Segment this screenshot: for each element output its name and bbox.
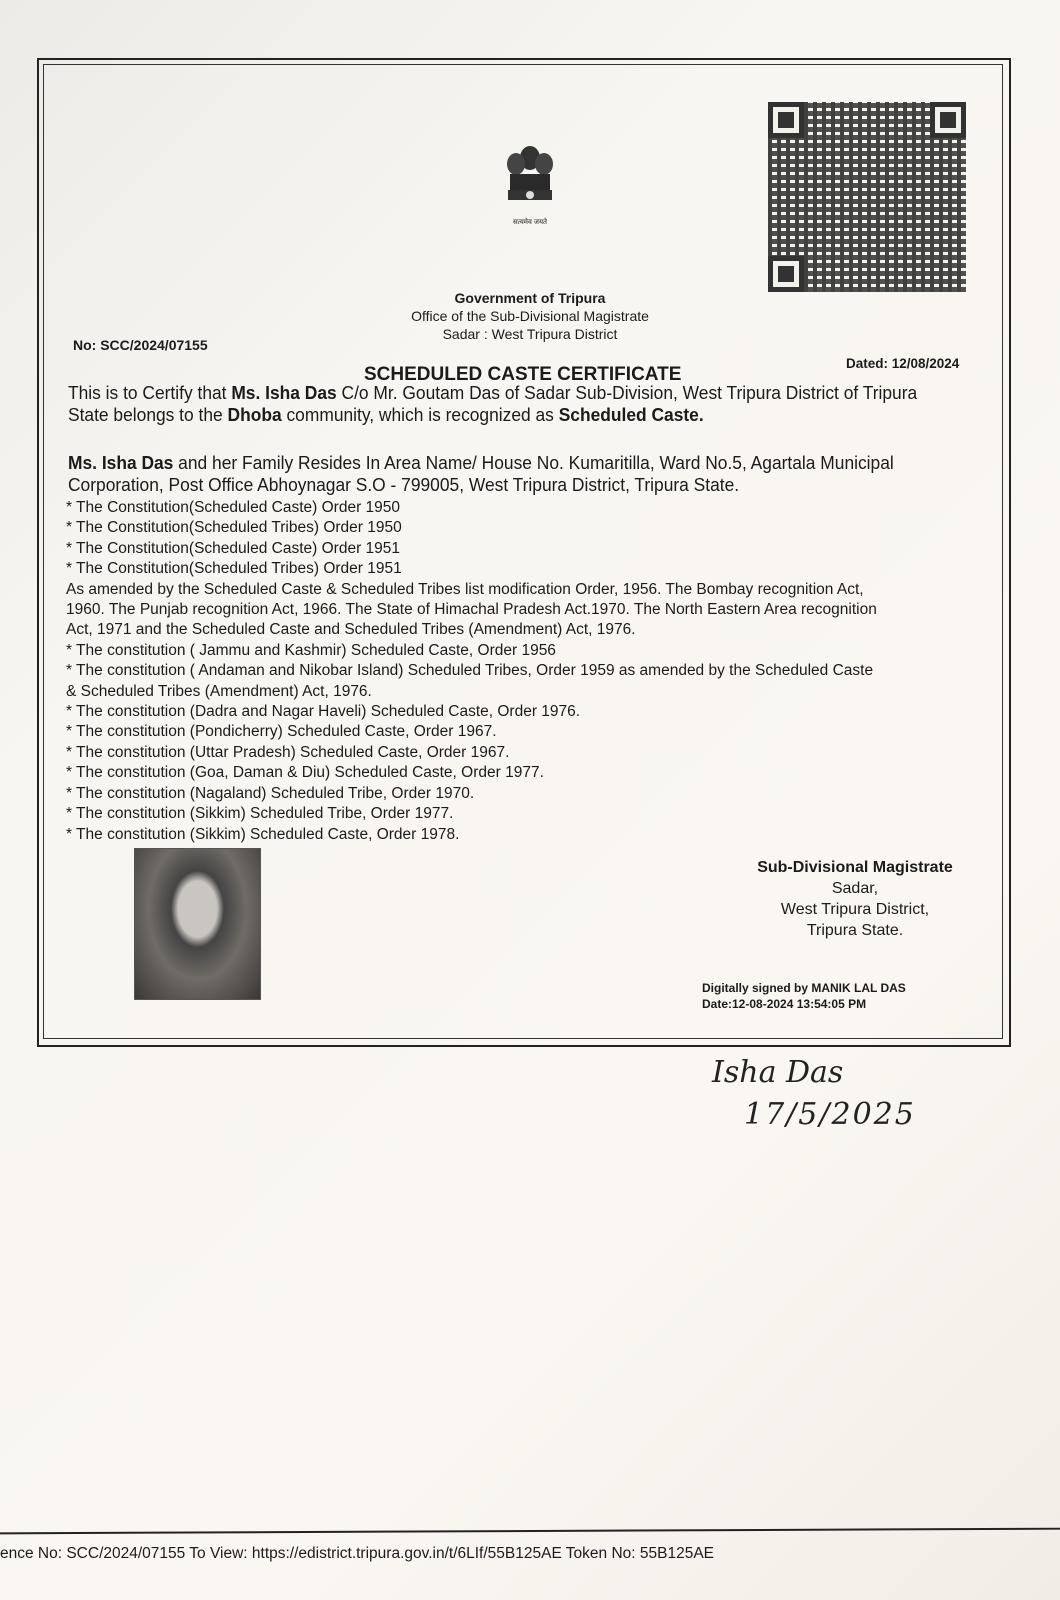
government-heading: Government of Tripura (454, 290, 606, 306)
order-line: * The Constitution(Scheduled Caste) Order 1950 (66, 499, 401, 516)
district-heading: Sadar : West Tripura District (442, 326, 618, 342)
order-line: * The constitution ( Andaman and Nikobar Island) Scheduled Tribes, Order 1959 as amended by the Scheduled Caste (66, 662, 874, 680)
certificate-date: Dated: 12/08/2024 (846, 356, 960, 371)
digital-sign-name: Digitally signed by MANIK LAL DAS (702, 981, 906, 995)
order-line: * The constitution (Pondicherry) Scheduled Caste, Order 1967. (66, 723, 497, 741)
digital-signature (702, 980, 906, 1012)
orders-list (66, 498, 996, 845)
address-text: and her Family Resides In Area Name/ House No. Kumaritilla, Ward No.5, Agartala Municipal Corporation, Post Office Abhoynagar S.O - 799005, West Tripura District, Tripura State. (68, 452, 894, 495)
residence-paragraph (68, 452, 933, 496)
certificate-title: SCHEDULED CASTE CERTIFICATE (364, 364, 682, 385)
handwritten-name: Isha Das (712, 1055, 844, 1090)
signatory-line: Sadar, (831, 880, 879, 897)
signatory-block (740, 857, 970, 941)
order-line: & Scheduled Tribes (Amendment) Act, 1976. (66, 682, 372, 700)
handwritten-date: 17/5/2025 (744, 1097, 916, 1132)
community: Dhoba (227, 404, 282, 425)
order-line: * The constitution (Uttar Pradesh) Scheduled Caste, Order 1967. (66, 743, 510, 761)
order-line: * The constitution (Sikkim) Scheduled Caste, Order 1978. (66, 825, 460, 843)
text: This is to Certify that (68, 382, 232, 403)
order-line: As amended by the Scheduled Caste & Scheduled Tribes list modification Order, 1956. The Bombay recognition Act, (66, 580, 864, 598)
order-line: * The constitution ( Jammu and Kashmir) Scheduled Caste, Order 1956 (66, 641, 556, 659)
emblem-caption: सत्यमेव जयते (512, 219, 548, 226)
certificate-number: No: SCC/2024/07155 (73, 337, 208, 353)
verification-footer: ence No: SCC/2024/07155 To View: https://edistrict.tripura.gov.in/t/6LIf/55B125AE Token No: 55B125AE (0, 1545, 715, 1562)
order-line: * The Constitution(Scheduled Caste) Order 1951 (66, 539, 401, 557)
order-line: * The constitution (Dadra and Nagar Haveli) Scheduled Caste, Order 1976. (66, 703, 581, 721)
signatory-line: West Tripura District, (780, 901, 930, 918)
order-line: * The Constitution(Scheduled Tribes) Order 1951 (66, 560, 402, 578)
office-heading: Office of the Sub-Divisional Magistrate (411, 308, 649, 324)
order-line: 1960. The Punjab recognition Act, 1966. The State of Himachal Pradesh Act.1970. The North Eastern Area recognition (66, 601, 877, 619)
holder-name: Ms. Isha Das (231, 382, 337, 403)
order-line: * The constitution (Sikkim) Scheduled Tribe, Order 1977. (66, 805, 454, 823)
national-emblem-icon (500, 140, 560, 225)
order-line: Act, 1971 and the Scheduled Caste and Scheduled Tribes (Amendment) Act, 1976. (66, 621, 636, 639)
text: community, which is recognized as (281, 404, 559, 425)
signatory-line: Tripura State. (806, 922, 904, 939)
order-line: * The constitution (Goa, Daman & Diu) Scheduled Caste, Order 1977. (66, 764, 544, 782)
qr-code[interactable] (768, 102, 966, 292)
order-line: * The Constitution(Scheduled Tribes) Order 1950 (66, 519, 402, 537)
certify-paragraph (68, 382, 933, 426)
holder-photo (134, 848, 261, 1000)
holder-name: Ms. Isha Das (68, 452, 174, 473)
text: C/o Mr. Goutam Das of Sadar Sub-Division, West Tripura District of Tripura State belongs to the (68, 382, 918, 425)
handwritten-signature (712, 1052, 916, 1136)
signatory-title: Sub-Divisional Magistrate (757, 859, 953, 876)
order-line: * The constitution (Nagaland) Scheduled Tribe, Order 1970. (66, 784, 475, 802)
digital-sign-date: Date:12-08-2024 13:54:05 PM (702, 997, 867, 1011)
caste-category: Scheduled Caste. (558, 404, 704, 425)
